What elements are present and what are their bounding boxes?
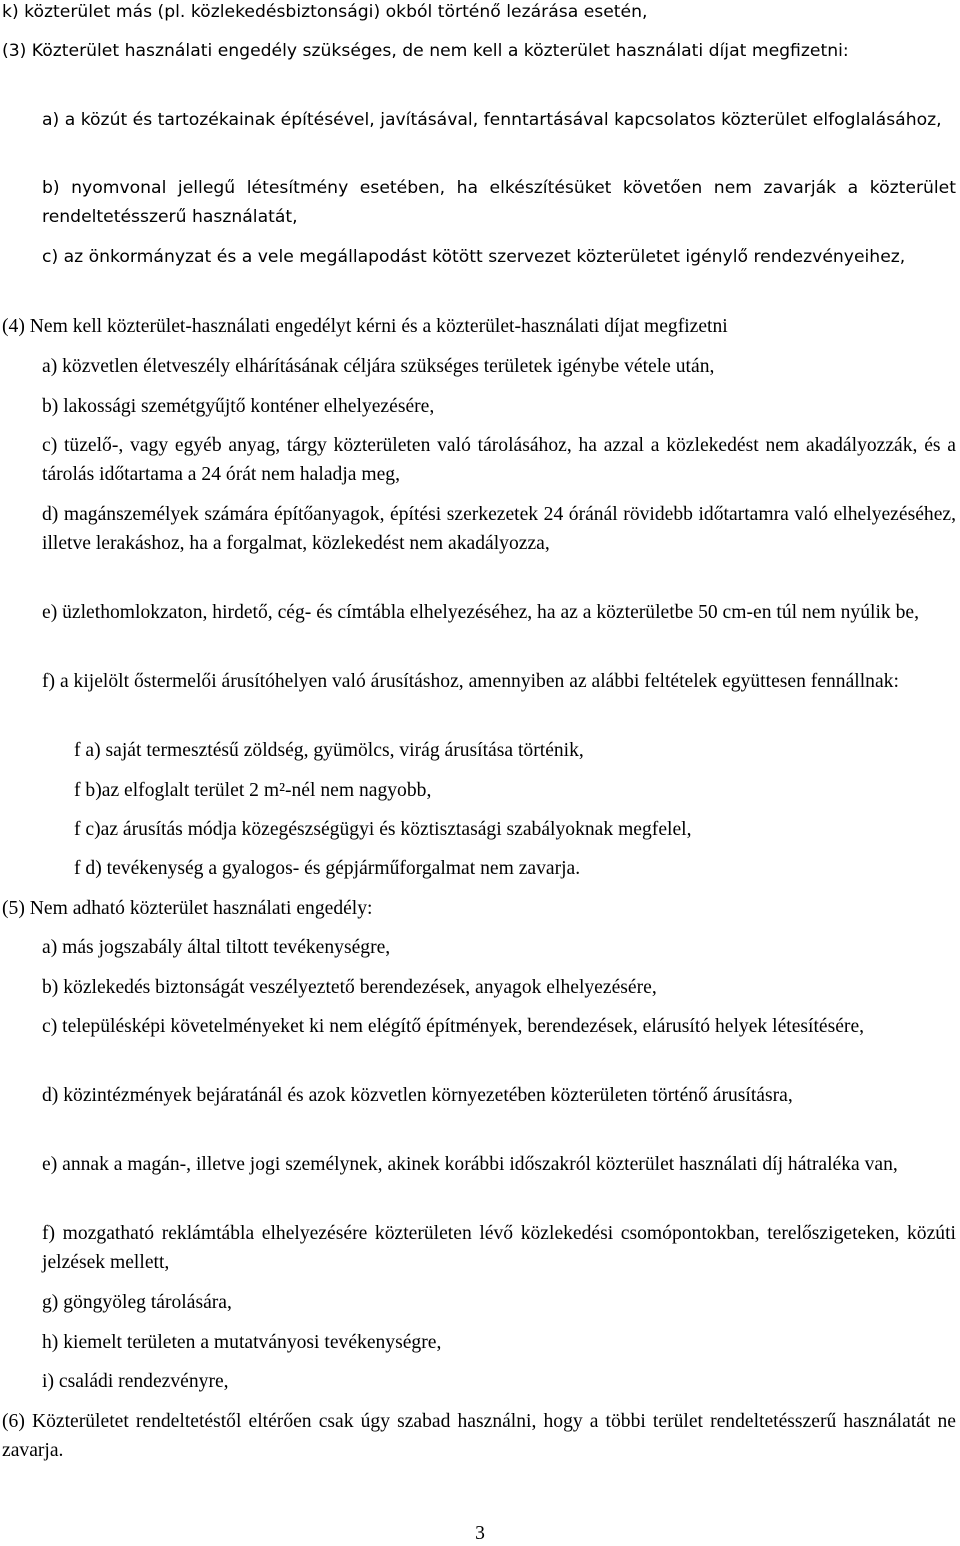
paragraph-4fd: f d) tevékenység a gyalogos- és gépjárműforgalmat nem zavarja. — [74, 858, 581, 879]
paragraph-5d: d) közintézmények bejáratánál és azok közvetlen környezetében közterületen történő árusításra, — [42, 1085, 793, 1106]
paragraph-5h: h) kiemelt területen a mutatványosi tevékenységre, — [42, 1332, 442, 1353]
paragraph-5a: a) más jogszabály által tiltott tevékenységre, — [42, 937, 391, 958]
paragraph-5-intro: (5) Nem adható közterület használati engedély: — [2, 898, 373, 919]
paragraph-5g: g) göngyöleg tárolására, — [42, 1292, 232, 1313]
paragraph-5b: b) közlekedés biztonságát veszélyeztető berendezések, anyagok elhelyezésére, — [42, 977, 657, 998]
paragraph-3-intro: (3) Közterület használati engedély szükséges, de nem kell a közterület használati díjat megfizetni: — [2, 41, 849, 61]
paragraph-k-lezaras: k) közterület más (pl. közlekedésbiztonsági) okból történő lezárása esetén, — [2, 2, 648, 22]
paragraph-6: (6) Közterületet rendeltetéstől eltérően csak úgy szabad használni, hogy a többi terület rendeltetésszerű használatát ne zavarja. — [2, 1411, 956, 1461]
paragraph-4b: b) lakossági szemétgyűjtő konténer elhelyezésére, — [42, 396, 435, 417]
paragraph-5i: i) családi rendezvényre, — [42, 1371, 229, 1392]
paragraph-4e: e) üzlethomlokzaton, hirdető, cég- és címtábla elhelyezéséhez, ha az a közterületbe 50 cm-en túl nem nyúlik be, — [42, 602, 919, 623]
paragraph-4fb: f b)az elfoglalt terület 2 m²-nél nem nagyobb, — [74, 780, 432, 801]
paragraph-4-intro: (4) Nem kell közterület-használati engedélyt kérni és a közterület-használati díjat megfizetni — [2, 316, 728, 337]
paragraph-5f: f) mozgatható reklámtábla elhelyezésére közterületen lévő közlekedési csomópontokban, terelőszigeteken, közúti jelzések mellett, — [42, 1223, 956, 1273]
paragraph-4fc: f c)az árusítás módja közegészségügyi és köztisztasági szabályoknak megfelel, — [74, 819, 692, 840]
paragraph-3a: a) a közút és tartozékainak építésével, javításával, fenntartásával kapcsolatos közterület elfoglalásához, — [42, 110, 942, 130]
paragraph-4c: c) tüzelő-, vagy egyéb anyag, tárgy közterületen való tárolásához, ha azzal a közlekedést nem akadályozzák, és a tárolás időtartama a 24 órát nem haladja meg, — [42, 435, 956, 485]
paragraph-4d: d) magánszemélyek számára építőanyagok, építési szerkezetek 24 óránál rövidebb időtartamra való elhelyezéséhez, illetve lerakáshoz, ha a forgalmat, közlekedést nem akadályozza, — [42, 504, 956, 554]
paragraph-5c: c) településképi követelményeket ki nem elégítő építmények, berendezések, elárusító helyek létesítésére, — [42, 1016, 865, 1037]
paragraph-4a: a) közvetlen életveszély elhárításának céljára szükséges területek igénybe vétele után, — [42, 356, 715, 377]
paragraph-3c: c) az önkormányzat és a vele megállapodást kötött szervezet közterületet igénylő rendezvényeihez, — [42, 247, 906, 267]
paragraph-5e: e) annak a magán-, illetve jogi személynek, akinek korábbi időszakról közterület használati díj hátraléka van, — [42, 1154, 898, 1175]
paragraph-4fa: f a) saját termesztésű zöldség, gyümölcs, virág árusítása történik, — [74, 740, 584, 761]
paragraph-4f: f) a kijelölt őstermelői árusítóhelyen való árusításhoz, amennyiben az alábbi feltételek együttesen fennállnak: — [42, 671, 899, 692]
paragraph-3b: b) nyomvonal jellegű létesítmény esetében, ha elkészítésüket követően nem zavarják a közterület rendeltetésszerű használatát, — [42, 178, 956, 227]
page-number: 3 — [475, 1523, 485, 1544]
